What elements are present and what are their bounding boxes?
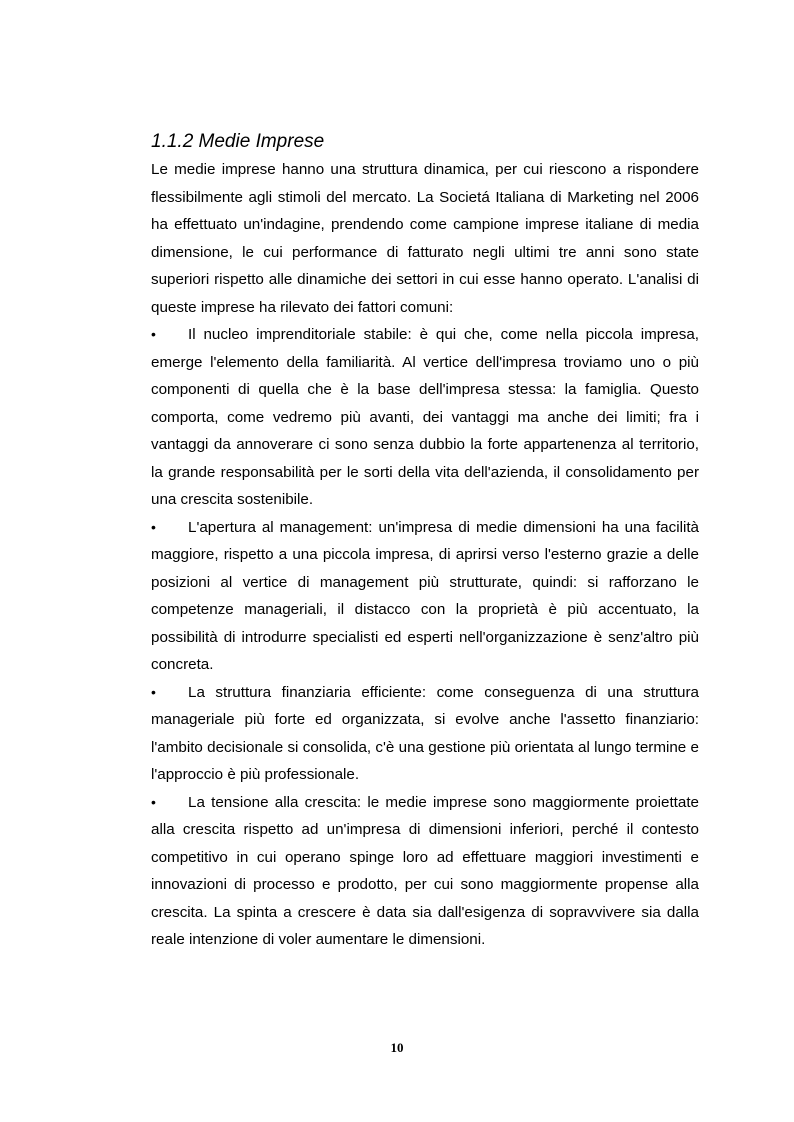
bullet-icon: • xyxy=(151,518,156,535)
bullet-item xyxy=(151,321,699,514)
document-body xyxy=(151,128,699,954)
section-heading: 1.1.2 Medie Imprese xyxy=(151,131,325,152)
bullet-icon: • xyxy=(151,683,156,700)
bullet-text: La tensione alla crescita: le medie imprese sono maggiormente proiettate alla crescita rispetto ad un'impresa di dimensioni inferiori, perché il contesto competitivo in cui operano spinge loro ad effettuare maggiori investimenti e innovazioni di processo e prodotto, per cui sono maggiormente propense alla crescita. La spinta a crescere è data sia dall'esigenza di sopravvivere sia dalla reale intenzione di voler aumentare le dimensioni. xyxy=(151,793,699,948)
intro-paragraph: Le medie imprese hanno una struttura dinamica, per cui riescono a rispondere flessibilmente agli stimoli del mercato. La Societá Italiana di Marketing nel 2006 ha effettuato un'indagine, prendendo come campione imprese italiane di media dimensione, le cui performance di fatturato negli ultimi tre anni sono state superiori rispetto alle dinamiche dei settori in cui esse hanno operato. L'analisi di queste imprese ha rilevato dei fattori comuni: xyxy=(151,161,699,316)
bullet-item xyxy=(151,789,699,954)
bullet-text: La struttura finanziaria efficiente: come conseguenza di una struttura manageriale più forte ed organizzata, si evolve anche l'assetto finanziario: l'ambito decisionale si consolida, c'è una gestione più orientata al lungo termine e l'approccio è più professionale. xyxy=(151,683,699,783)
bullet-item xyxy=(151,679,699,789)
bullet-icon: • xyxy=(151,793,156,810)
bullet-item xyxy=(151,514,699,679)
bullet-text: Il nucleo imprenditoriale stabile: è qui che, come nella piccola impresa, emerge l'elemento della familiarità. Al vertice dell'impresa troviamo uno o più componenti di quella che è la base dell'impresa stessa: la famiglia. Questo comporta, come vedremo più avanti, dei vantaggi ma anche dei limiti; fra i vantaggi da annoverare ci sono senza dubbio la forte appartenenza al territorio, la grande responsabilità per le sorti della vita dell'azienda, il consolidamento per una crescita sostenibile. xyxy=(151,326,699,508)
page-number: 10 xyxy=(390,1040,404,1055)
bullet-icon: • xyxy=(151,326,156,342)
bullet-text: L'apertura al management: un'impresa di medie dimensioni ha una facilità maggiore, rispetto a una piccola impresa, di aprirsi verso l'esterno grazie a delle posizioni al vertice di management più strutturate, quindi: si rafforzano le competenze manageriali, il distacco con la proprietà è più accentuato, la possibilità di introdurre specialisti ed esperti nell'organizzazione è senz'altro più concreta. xyxy=(151,518,699,673)
